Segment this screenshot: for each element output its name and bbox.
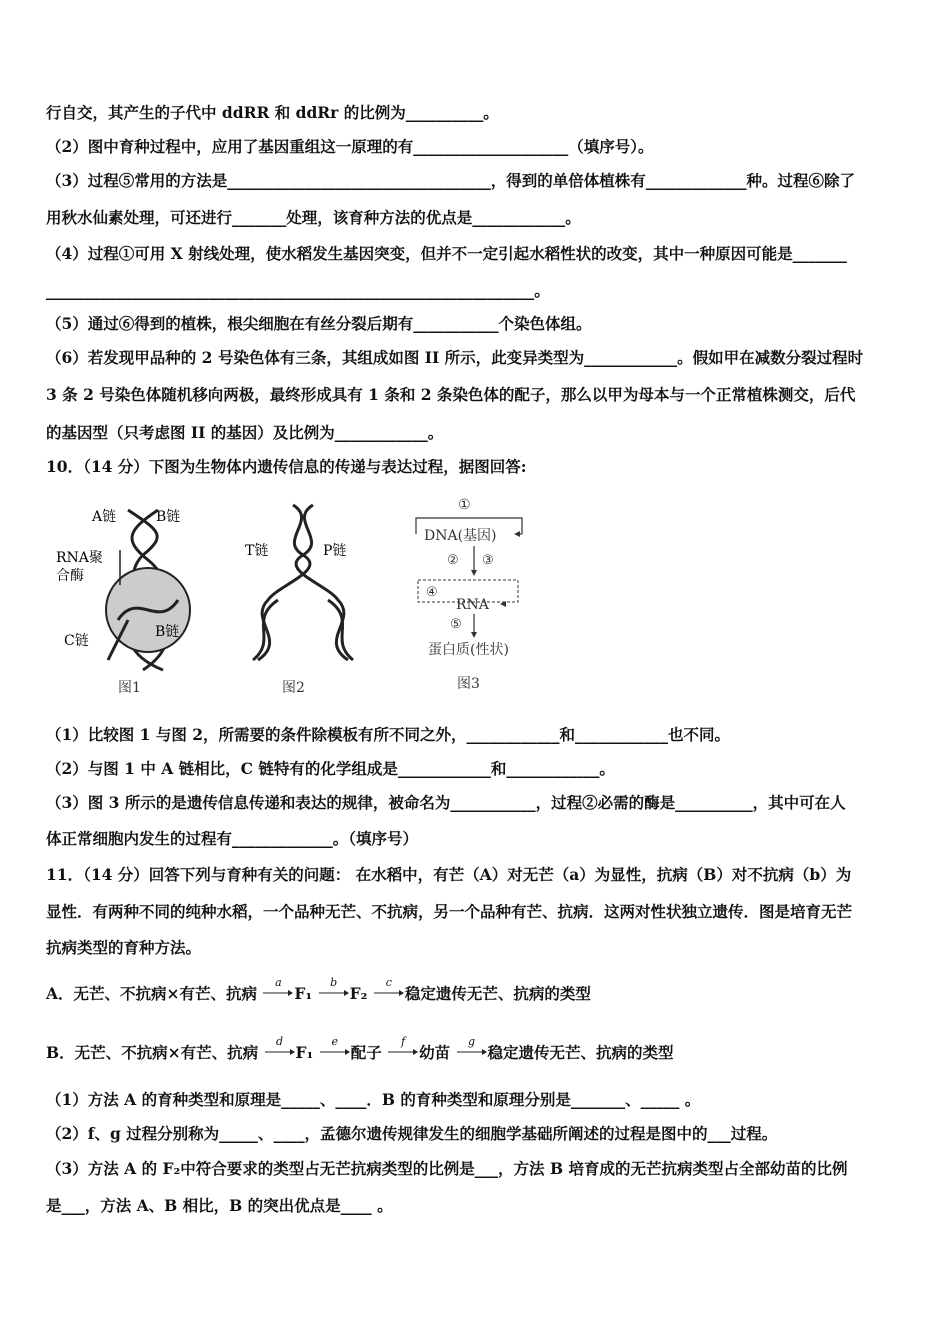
text-line: _______________________________________________________________。 (46, 281, 550, 300)
arrow-label-c: c (385, 976, 392, 989)
fig1-c-chain-label: C链 (64, 633, 89, 649)
fig3-rna-label: RNA (456, 597, 489, 613)
figure-1 (56, 509, 190, 696)
figure-2 (245, 505, 353, 696)
fig3-label-5: ⑤ (450, 617, 462, 632)
text-line: 体正常细胞内发生的过程有_____________。（填序号） (46, 829, 419, 848)
question-10-title: 10．（14 分）下图为生物体内遗传信息的传递与表达过程，据图回答: (46, 457, 527, 476)
arrow-f (387, 1035, 419, 1064)
fig1-rna-pol-label-2: 合酶 (56, 568, 84, 584)
arrow-d (264, 1035, 296, 1064)
fig3-dna-label: DNA(基因) (424, 528, 497, 544)
fig2-p-chain-label: P链 (323, 543, 347, 559)
method-a-prefix: A．无芒、不抗病×有芒、抗病 (46, 984, 258, 1003)
arrow-label-e: e (331, 1035, 338, 1048)
fig3-label-2: ② (447, 553, 459, 568)
fig1-b-chain-bottom-label: B链 (155, 624, 180, 640)
figures-svg (48, 490, 568, 705)
fig3-caption: 图3 (457, 676, 480, 692)
fig1-caption: 图1 (118, 680, 141, 696)
method-b-gamete: 配子 (350, 1043, 382, 1062)
text-line: （2）图中育种过程中，应用了基因重组这一原理的有____________________（填序号）。 (46, 137, 654, 156)
method-a-f1: F₁ (294, 984, 313, 1003)
text-line: （3）图 3 所示的是遗传信息传递和表达的规律，被命名为___________，过程②必需的酶是__________，其中可在人 (46, 793, 846, 812)
text-line: 用秋水仙素处理，可还进行_______处理，该育种方法的优点是____________。 (46, 208, 581, 227)
arrow-label-b: b (330, 976, 338, 989)
arrow-label-a: a (275, 976, 282, 989)
arrow-a (262, 976, 294, 1005)
text-line: 抗病类型的育种方法。 (46, 938, 202, 957)
text-line: 是___，方法 A、B 相比，B 的突出优点是____ 。 (46, 1196, 393, 1215)
fig1-b-chain-top-label: B链 (156, 509, 181, 525)
text-line: （6）若发现甲品种的 2 号染色体有三条，其组成如图 II 所示，此变异类型为____________。假如甲在减数分裂过程时 (46, 348, 864, 367)
method-b-prefix: B．无芒、不抗病×有芒、抗病 (46, 1043, 259, 1062)
method-b-f1: F₁ (295, 1043, 314, 1062)
fig3-label-1: ① (458, 497, 471, 513)
method-a-suffix: 稳定遗传无芒、抗病的类型 (404, 984, 591, 1003)
fig3-label-3: ③ (482, 553, 494, 568)
question-11-title: 11．（14 分）回答下列与育种有关的问题： 在水稻中，有芒（A）对无芒（a）为显性，抗病（B）对不抗病（b）为 (46, 865, 852, 884)
method-b-suffix: 稳定遗传无芒、抗病的类型 (487, 1043, 674, 1062)
fig3-protein-label: 蛋白质(性状) (428, 642, 509, 658)
arrow-c (373, 976, 405, 1005)
fig3-label-4: ④ (426, 585, 438, 600)
figure-3 (416, 497, 522, 692)
method-b-line (46, 1035, 904, 1064)
text-line: （2）与图 1 中 A 链相比，C 链特有的化学组成是____________和____________。 (46, 759, 615, 778)
text-line: （4）过程①可用 X 射线处理，使水稻发生基因突变，但并不一定引起水稻性状的改变，其中一种原因可能是_______ (46, 244, 847, 263)
fig2-t-chain-label: T链 (245, 543, 269, 559)
arrow-label-f: f (401, 1035, 406, 1048)
text-line: 3 条 2 号染色体随机移向两极，最终形成具有 1 条和 2 条染色体的配子，那么以甲为母本与一个正常植株测交，后代 (46, 385, 856, 404)
text-line: （2）f、g 过程分别称为_____、____，孟德尔遗传规律发生的细胞学基础所阐述的过程是图中的___过程。 (46, 1124, 778, 1143)
text-line: 的基因型（只考虑图 II 的基因）及比例为____________。 (46, 423, 444, 442)
method-a-line (46, 976, 904, 1005)
fig1-rna-pol-label-1: RNA聚 (56, 550, 103, 566)
text-line: （1）比较图 1 与图 2，所需要的条件除模板有所不同之外，____________和____________也不同。 (46, 725, 731, 744)
fig2-caption: 图2 (282, 680, 305, 696)
text-line: （5）通过⑥得到的植株，根尖细胞在有丝分裂后期有___________个染色体组。 (46, 314, 592, 333)
arrow-e (319, 1035, 351, 1064)
text-line: （1）方法 A 的育种类型和原理是_____、____．B 的育种类型和原理分别是_______、_____ 。 (46, 1090, 701, 1109)
arrow-b (318, 976, 350, 1005)
text-line: （3）过程⑤常用的方法是__________________________________，得到的单倍体植株有_____________种。过程⑥除了 (46, 171, 856, 190)
method-a-f2: F₂ (349, 984, 368, 1003)
text-line: 显性．有两种不同的纯种水稻，一个品种无芒、不抗病，另一个品种有芒、抗病．这两对性状独立遗传．图是培育无芒 (46, 902, 853, 921)
text-line: （3）方法 A 的 F₂中符合要求的类型占无芒抗病类型的比例是___，方法 B 培育成的无芒抗病类型占全部幼苗的比例 (46, 1159, 848, 1178)
arrow-label-g: g (468, 1035, 476, 1048)
fig1-a-chain-label: A链 (92, 509, 117, 525)
arrow-label-d: d (275, 1035, 284, 1048)
arrow-g (456, 1035, 488, 1064)
figure-group (48, 490, 568, 705)
method-b-seedling: 幼苗 (419, 1043, 451, 1062)
text-line: 行自交，其产生的子代中 ddRR 和 ddRr 的比例为__________。 (46, 103, 499, 122)
